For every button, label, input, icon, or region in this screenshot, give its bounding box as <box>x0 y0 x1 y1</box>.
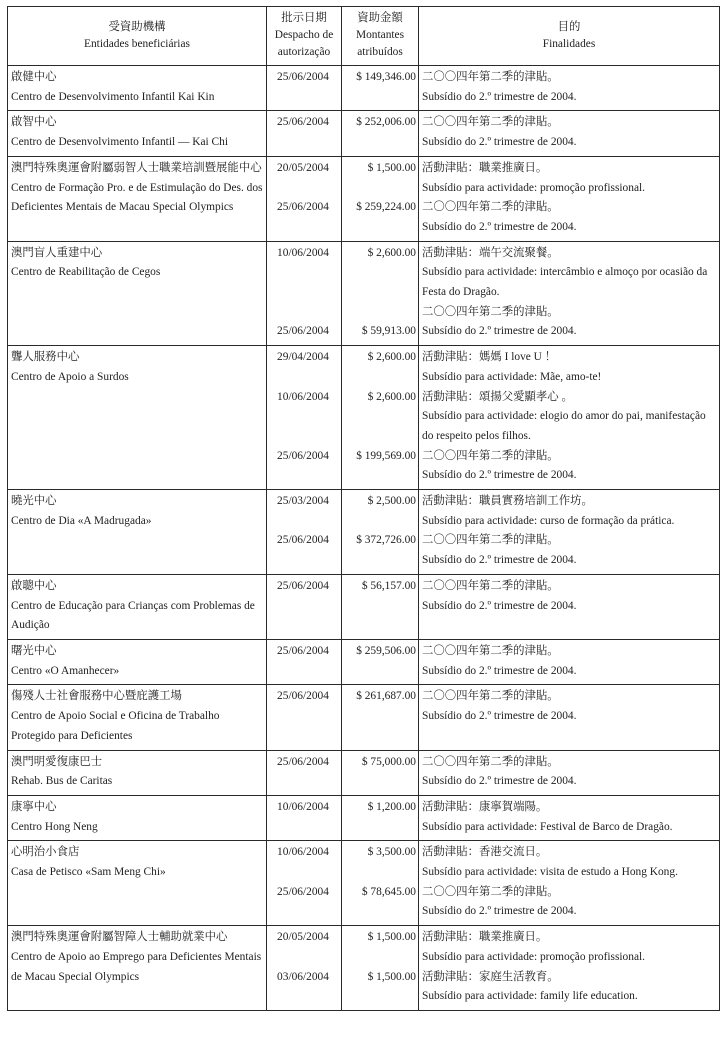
header-purpose-zh: 目的 <box>557 20 581 33</box>
header-row <box>8 7 720 66</box>
grant-date: 29/04/2004 <box>277 351 329 364</box>
table-row <box>8 111 720 156</box>
amount-cell <box>342 841 419 926</box>
purpose-pt: Subsídio para actividade: elogio do amor do pai, manifestação do respeito pelos filhos. <box>422 410 706 442</box>
date-cell <box>267 66 342 111</box>
purpose-zh: 二〇〇四年第二季的津貼。 <box>422 644 559 657</box>
purpose-cell <box>419 241 720 346</box>
entity-name-zh: 澳門特殊奧運會附屬智障人士輔助就業中心 <box>11 931 228 944</box>
purpose-zh: 活動津貼：頌揚父愛顯孝心 。 <box>422 390 573 403</box>
purpose-zh: 活動津貼：家庭生活教育。 <box>422 970 559 983</box>
purpose-zh: 活動津貼：職員實務培訓工作坊。 <box>422 495 593 508</box>
entity-name-pt: Rehab. Bus de Caritas <box>11 775 113 788</box>
table-row <box>8 574 720 639</box>
amount-cell <box>342 685 419 750</box>
grant-date: 25/06/2004 <box>277 325 329 338</box>
amount-cell <box>342 66 419 111</box>
grant-date: 10/06/2004 <box>277 390 329 403</box>
grant-date: 10/06/2004 <box>277 800 329 813</box>
purpose-pt: Subsídio do 2.º trimestre de 2004. <box>422 905 577 918</box>
amount-cell <box>342 241 419 346</box>
entity-name-pt: Centro de Formação Pro. e de Estimulação do Des. dos Deficientes Mentais de Macau Special Olympics <box>11 181 263 214</box>
purpose-zh: 活動津貼：職業推廣日。 <box>422 931 548 944</box>
grant-date: 10/06/2004 <box>277 246 329 259</box>
purpose-cell <box>419 574 720 639</box>
grant-amount: $ 259,224.00 <box>356 201 416 214</box>
entity-cell <box>8 926 267 1011</box>
grant-amount: $ 2,600.00 <box>367 351 416 364</box>
entity-cell <box>8 346 267 490</box>
grant-amount: $ 75,000.00 <box>361 755 416 768</box>
grant-date: 25/06/2004 <box>277 534 329 547</box>
purpose-pt: Subsídio do 2.º trimestre de 2004. <box>422 469 577 482</box>
entity-cell <box>8 750 267 795</box>
header-date <box>267 7 342 66</box>
entity-name-zh: 心明治小食店 <box>11 846 80 859</box>
date-cell <box>267 841 342 926</box>
grant-date: 10/06/2004 <box>277 846 329 859</box>
date-cell <box>267 750 342 795</box>
table-row <box>8 66 720 111</box>
grant-amount: $ 78,645.00 <box>361 885 416 898</box>
entity-name-pt: Centro de Apoio a Surdos <box>11 370 129 383</box>
header-date-pt-2: autorização <box>277 46 331 58</box>
date-cell <box>267 926 342 1011</box>
table-row <box>8 156 720 241</box>
date-cell <box>267 685 342 750</box>
table-row <box>8 685 720 750</box>
grant-date: 25/03/2004 <box>277 495 329 508</box>
grant-date: 25/06/2004 <box>277 755 329 768</box>
date-cell <box>267 111 342 156</box>
entity-cell <box>8 685 267 750</box>
purpose-cell <box>419 156 720 241</box>
grant-date: 25/06/2004 <box>277 449 329 462</box>
entity-cell <box>8 241 267 346</box>
table-row <box>8 639 720 684</box>
purpose-pt: Subsídio do 2.º trimestre de 2004. <box>422 554 577 567</box>
entity-name-pt: Centro de Desenvolvimento Infantil — Kai Chi <box>11 136 229 149</box>
purpose-zh: 活動津貼：媽媽 I love U ！ <box>422 351 557 364</box>
header-amount <box>342 7 419 66</box>
entity-name-pt: Centro de Educação para Crianças com Problemas de Audição <box>11 599 255 632</box>
header-date-zh: 批示日期 <box>281 12 327 24</box>
entity-name-zh: 澳門特殊奧運會附屬弱智人士職業培訓暨展能中心 <box>11 161 262 174</box>
purpose-zh: 活動津貼：康寧賀端陽。 <box>422 800 548 813</box>
grant-date: 25/06/2004 <box>277 579 329 592</box>
date-cell <box>267 490 342 575</box>
grant-amount: $ 1,200.00 <box>367 800 416 813</box>
purpose-cell <box>419 111 720 156</box>
grant-amount: $ 2,500.00 <box>367 495 416 508</box>
gazette-page <box>7 6 719 1011</box>
purpose-pt: Subsídio para actividade: Mãe, amo-te! <box>422 370 602 383</box>
amount-cell <box>342 111 419 156</box>
purpose-cell <box>419 490 720 575</box>
entity-name-zh: 啟健中心 <box>11 71 57 83</box>
grant-amount: $ 1,500.00 <box>367 161 416 174</box>
purpose-cell <box>419 346 720 490</box>
date-cell <box>267 156 342 241</box>
table-row <box>8 490 720 575</box>
purpose-pt: Subsídio para actividade: promoção profissional. <box>422 181 646 194</box>
date-cell <box>267 639 342 684</box>
grant-amount: $ 59,913.00 <box>361 325 416 338</box>
header-purpose <box>419 7 720 66</box>
grant-date: 25/06/2004 <box>277 885 329 898</box>
grant-amount: $ 2,600.00 <box>367 246 416 259</box>
entity-cell <box>8 841 267 926</box>
entity-name-zh: 傷殘人士社會服務中心暨庇護工場 <box>11 690 182 703</box>
entity-name-pt: Centro de Apoio Social e Oficina de Trabalho Protegido para Deficientes <box>11 710 220 742</box>
header-entity <box>8 7 267 66</box>
table-row <box>8 795 720 840</box>
purpose-zh: 活動津貼：香港交流日。 <box>422 846 548 859</box>
entity-name-zh: 曉光中心 <box>11 495 57 508</box>
date-cell <box>267 241 342 346</box>
entity-cell <box>8 111 267 156</box>
entity-name-zh: 澳門盲人重建中心 <box>11 246 103 259</box>
purpose-pt: Subsídio para actividade: Festival de Barco de Dragão. <box>422 820 673 833</box>
entity-name-zh: 啟聰中心 <box>11 579 57 592</box>
entity-cell <box>8 156 267 241</box>
purpose-pt: Subsídio para actividade: intercâmbio e almoço por ocasião da Festa do Dragão. <box>422 266 708 299</box>
grant-date: 20/05/2004 <box>277 931 329 944</box>
purpose-zh: 二〇〇四年第二季的津貼。 <box>422 116 559 129</box>
date-cell <box>267 346 342 490</box>
amount-cell <box>342 156 419 241</box>
entity-cell <box>8 490 267 575</box>
header-amount-zh: 資助金額 <box>357 12 403 24</box>
purpose-cell <box>419 841 720 926</box>
date-cell <box>267 574 342 639</box>
purpose-pt: Subsídio do 2.º trimestre de 2004. <box>422 775 577 788</box>
entity-name-pt: Centro de Dia «A Madrugada» <box>11 514 152 527</box>
grant-amount: $ 372,726.00 <box>356 534 416 547</box>
purpose-pt: Subsídio para actividade: curso de formação da prática. <box>422 514 675 527</box>
entity-name-zh: 康寧中心 <box>11 800 57 813</box>
purpose-zh: 活動津貼：職業推廣日。 <box>422 161 548 174</box>
entity-name-pt: Centro Hong Neng <box>11 820 98 833</box>
purpose-pt: Subsídio para actividade: family life education. <box>422 990 638 1003</box>
amount-cell <box>342 574 419 639</box>
grant-amount: $ 3,500.00 <box>367 846 416 859</box>
grant-date: 25/06/2004 <box>277 71 329 83</box>
entity-name-zh: 啟智中心 <box>11 116 57 129</box>
header-date-pt-1: Despacho de <box>274 29 334 41</box>
entity-name-pt: Casa de Petisco «Sam Meng Chi» <box>11 866 166 879</box>
purpose-zh: 二〇〇四年第二季的津貼。 <box>422 305 559 318</box>
purpose-pt: Subsídio do 2.º trimestre de 2004. <box>422 220 577 233</box>
table-row <box>8 241 720 346</box>
grant-amount: $ 252,006.00 <box>356 116 416 129</box>
table-row <box>8 346 720 490</box>
header-entity-pt: Entidades beneficiárias <box>84 37 190 50</box>
grant-amount: $ 1,500.00 <box>367 931 416 944</box>
grant-amount: $ 199,569.00 <box>356 449 416 462</box>
entity-name-pt: Centro de Apoio ao Emprego para Deficientes Mentais de Macau Special Olympics <box>11 950 262 983</box>
purpose-zh: 二〇〇四年第二季的津貼。 <box>422 579 559 592</box>
purpose-cell <box>419 639 720 684</box>
grant-date: 25/06/2004 <box>277 201 329 214</box>
purpose-pt: Subsídio do 2.º trimestre de 2004. <box>422 325 577 338</box>
entity-name-pt: Centro de Reabilitação de Cegos <box>11 266 161 279</box>
purpose-pt: Subsídio para actividade: promoção profissional. <box>422 950 646 963</box>
purpose-zh: 活動津貼：端午交流聚餐。 <box>422 246 559 259</box>
entity-name-zh: 澳門明愛復康巴士 <box>11 755 103 768</box>
purpose-pt: Subsídio do 2.º trimestre de 2004. <box>422 710 577 723</box>
entity-name-zh: 曙光中心 <box>11 644 57 657</box>
amount-cell <box>342 346 419 490</box>
purpose-zh: 二〇〇四年第二季的津貼。 <box>422 885 559 898</box>
purpose-cell <box>419 66 720 111</box>
entity-name-pt: Centro «O Amanhecer» <box>11 664 120 677</box>
purpose-cell <box>419 795 720 840</box>
grant-date: 25/06/2004 <box>277 116 329 129</box>
grant-date: 25/06/2004 <box>277 644 329 657</box>
amount-cell <box>342 639 419 684</box>
purpose-zh: 二〇〇四年第二季的津貼。 <box>422 534 559 547</box>
purpose-zh: 二〇〇四年第二季的津貼。 <box>422 71 559 83</box>
amount-cell <box>342 490 419 575</box>
header-amount-pt-2: atribuídos <box>357 46 403 58</box>
purpose-zh: 二〇〇四年第二季的津貼。 <box>422 201 559 214</box>
amount-cell <box>342 795 419 840</box>
purpose-cell <box>419 685 720 750</box>
purpose-pt: Subsídio do 2.º trimestre de 2004. <box>422 599 577 612</box>
table-row <box>8 750 720 795</box>
table-row <box>8 841 720 926</box>
purpose-zh: 二〇〇四年第二季的津貼。 <box>422 449 559 462</box>
grant-date: 03/06/2004 <box>277 970 329 983</box>
grant-amount: $ 2,600.00 <box>367 390 416 403</box>
header-entity-zh: 受資助機構 <box>108 20 166 33</box>
purpose-pt: Subsídio para actividade: visita de estudo a Hong Kong. <box>422 866 678 879</box>
subsidy-table <box>7 6 720 1011</box>
header-amount-pt-1: Montantes <box>355 29 405 41</box>
purpose-cell <box>419 750 720 795</box>
grant-amount: $ 259,506.00 <box>356 644 416 657</box>
table-row <box>8 926 720 1011</box>
entity-cell <box>8 795 267 840</box>
grant-date: 20/05/2004 <box>277 161 329 174</box>
purpose-pt: Subsídio do 2.º trimestre de 2004. <box>422 90 577 103</box>
date-cell <box>267 795 342 840</box>
entity-cell <box>8 574 267 639</box>
grant-amount: $ 261,687.00 <box>356 690 416 703</box>
header-purpose-pt: Finalidades <box>542 37 596 50</box>
purpose-pt: Subsídio do 2.º trimestre de 2004. <box>422 136 577 149</box>
entity-name-pt: Centro de Desenvolvimento Infantil Kai Kin <box>11 90 215 103</box>
entity-name-zh: 聾人服務中心 <box>11 351 80 364</box>
amount-cell <box>342 926 419 1011</box>
grant-amount: $ 1,500.00 <box>367 970 416 983</box>
purpose-zh: 二〇〇四年第二季的津貼。 <box>422 690 559 703</box>
grant-amount: $ 56,157.00 <box>361 579 416 592</box>
grant-amount: $ 149,346.00 <box>356 71 416 83</box>
purpose-cell <box>419 926 720 1011</box>
amount-cell <box>342 750 419 795</box>
purpose-pt: Subsídio do 2.º trimestre de 2004. <box>422 664 577 677</box>
grant-date: 25/06/2004 <box>277 690 329 703</box>
entity-cell <box>8 66 267 111</box>
purpose-zh: 二〇〇四年第二季的津貼。 <box>422 755 559 768</box>
entity-cell <box>8 639 267 684</box>
